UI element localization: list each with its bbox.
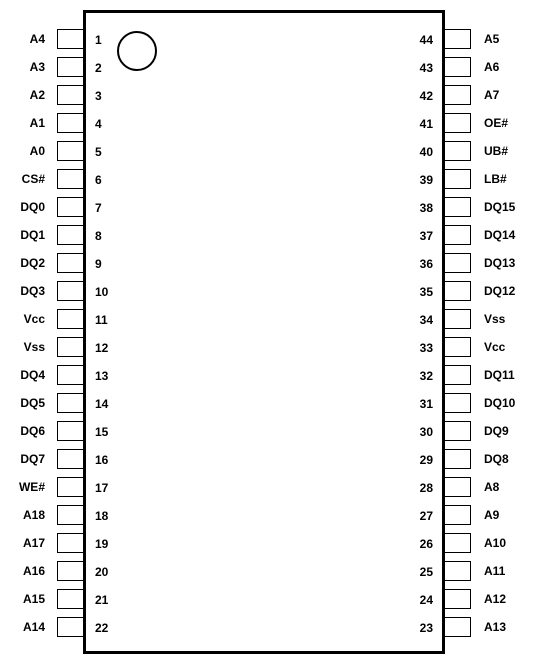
pin-signal-label: WE# [18,480,45,494]
pin-number: 16 [95,453,109,467]
pin-signal-label: Vss [484,312,506,326]
pin-lead [57,365,83,385]
pin-signal-label: A8 [484,480,500,494]
pin-signal-label: DQ12 [484,284,516,298]
pin-number: 7 [95,201,102,215]
pin-number: 30 [419,425,433,439]
pin-lead [57,533,83,553]
pin-number: 4 [95,117,102,131]
pin-lead [57,113,83,133]
pin-lead [445,281,471,301]
pin-number: 11 [95,313,108,327]
pin-lead [445,449,471,469]
pin-number: 23 [419,621,433,635]
pin-lead [445,141,471,161]
pin-number: 39 [419,173,433,187]
pin-number: 25 [419,565,433,579]
chip-package-body [83,10,445,654]
pin-lead [445,421,471,441]
pin-number: 21 [95,593,109,607]
pin-signal-label: A12 [484,592,507,606]
pin-signal-label: OE# [484,116,509,130]
pin-lead [57,225,83,245]
pin-lead [445,533,471,553]
pin1-orientation-mark [117,31,157,71]
pin-number: 22 [95,621,109,635]
pin-number: 43 [419,61,433,75]
pin-lead [445,505,471,525]
pin-number: 19 [95,537,109,551]
pin-number: 40 [419,145,433,159]
pin-number: 41 [419,117,433,131]
pin-signal-label: A5 [484,32,500,46]
pin-signal-label: DQ9 [484,424,509,438]
pin-lead [57,505,83,525]
pin-number: 18 [95,509,109,523]
pin-signal-label: UB# [484,144,509,158]
pin-number: 1 [95,33,102,47]
pin-signal-label: DQ4 [20,368,45,382]
pin-lead [445,57,471,77]
pin-lead [445,309,471,329]
pin-lead [445,113,471,133]
pin-lead [57,393,83,413]
pin-signal-label: A18 [22,508,45,522]
pin-signal-label: DQ11 [484,368,515,382]
pin-signal-label: A3 [29,60,45,74]
pin-signal-label: A11 [484,564,506,578]
pin-lead [445,253,471,273]
pin-signal-label: A10 [484,536,507,550]
pin-signal-label: DQ13 [484,256,516,270]
pin-number: 29 [419,453,433,467]
pin-lead [57,617,83,637]
pin-number: 24 [419,593,433,607]
pin-number: 38 [419,201,433,215]
pin-number: 17 [95,481,109,495]
pin-lead [445,169,471,189]
pin-lead [57,281,83,301]
pin-lead [57,561,83,581]
pin-signal-label: Vss [23,340,45,354]
pin-lead [57,85,83,105]
pin-signal-label: DQ2 [20,256,45,270]
pin-number: 20 [95,565,109,579]
pin-number: 12 [95,341,109,355]
pin-signal-label: A14 [22,620,45,634]
pin-number: 35 [419,285,433,299]
pin-signal-label: Vcc [23,312,45,326]
pin-signal-label: A7 [484,88,500,102]
pin-number: 13 [95,369,109,383]
pin-number: 28 [419,481,433,495]
pin-number: 3 [95,89,102,103]
pin-signal-label: DQ1 [20,228,45,242]
pin-signal-label: A6 [484,60,500,74]
pin-number: 9 [95,257,102,271]
pin-signal-label: Vcc [484,340,506,354]
pin-number: 36 [419,257,433,271]
pin-number: 2 [95,61,102,75]
pin-lead [445,197,471,217]
pin-lead [57,477,83,497]
pin-signal-label: DQ10 [484,396,516,410]
pin-number: 6 [95,173,102,187]
pin-signal-label: DQ5 [20,396,45,410]
pin-lead [57,337,83,357]
pin-lead [57,29,83,49]
pin-signal-label: A17 [22,536,45,550]
pin-lead [57,449,83,469]
pin-signal-label: LB# [484,172,507,186]
pin-signal-label: A13 [484,620,507,634]
pin-signal-label: DQ15 [484,200,516,214]
pin-number: 34 [419,313,433,327]
pin-lead [57,57,83,77]
pin-signal-label: DQ0 [20,200,45,214]
pin-signal-label: A4 [29,32,45,46]
pin-lead [445,337,471,357]
pin-lead [445,225,471,245]
pin-signal-label: DQ7 [20,452,45,466]
pin-signal-label: A16 [22,564,45,578]
pin-signal-label: A15 [22,592,45,606]
pin-number: 37 [419,229,433,243]
pin-number: 44 [419,33,433,47]
pin-number: 27 [419,509,433,523]
pin-lead [57,309,83,329]
pin-lead [57,169,83,189]
pin-lead [445,365,471,385]
pin-lead [57,197,83,217]
pin-signal-label: DQ6 [20,424,45,438]
pin-lead [445,561,471,581]
pin-number: 10 [95,285,109,299]
pin-lead [57,253,83,273]
pin-lead [57,141,83,161]
pin-lead [445,393,471,413]
pin-number: 26 [419,537,433,551]
pin-lead [445,617,471,637]
pin-number: 42 [419,89,433,103]
pin-lead [445,477,471,497]
pin-lead [445,589,471,609]
pin-signal-label: A1 [29,116,45,130]
pin-number: 8 [95,229,102,243]
pin-signal-label: CS# [21,172,45,186]
pin-signal-label: A0 [29,144,45,158]
pin-lead [57,421,83,441]
pin-lead [57,589,83,609]
pin-signal-label: DQ3 [20,284,45,298]
pin-number: 5 [95,145,102,159]
pin-signal-label: DQ8 [484,452,509,466]
pin-number: 32 [419,369,433,383]
pin-lead [445,29,471,49]
pin-number: 33 [419,341,433,355]
pin-signal-label: A2 [29,88,45,102]
pin-number: 31 [419,397,433,411]
pin-signal-label: A9 [484,508,500,522]
pin-signal-label: DQ14 [484,228,516,242]
pin-lead [445,85,471,105]
pin-number: 15 [95,425,109,439]
pin-number: 14 [95,397,109,411]
